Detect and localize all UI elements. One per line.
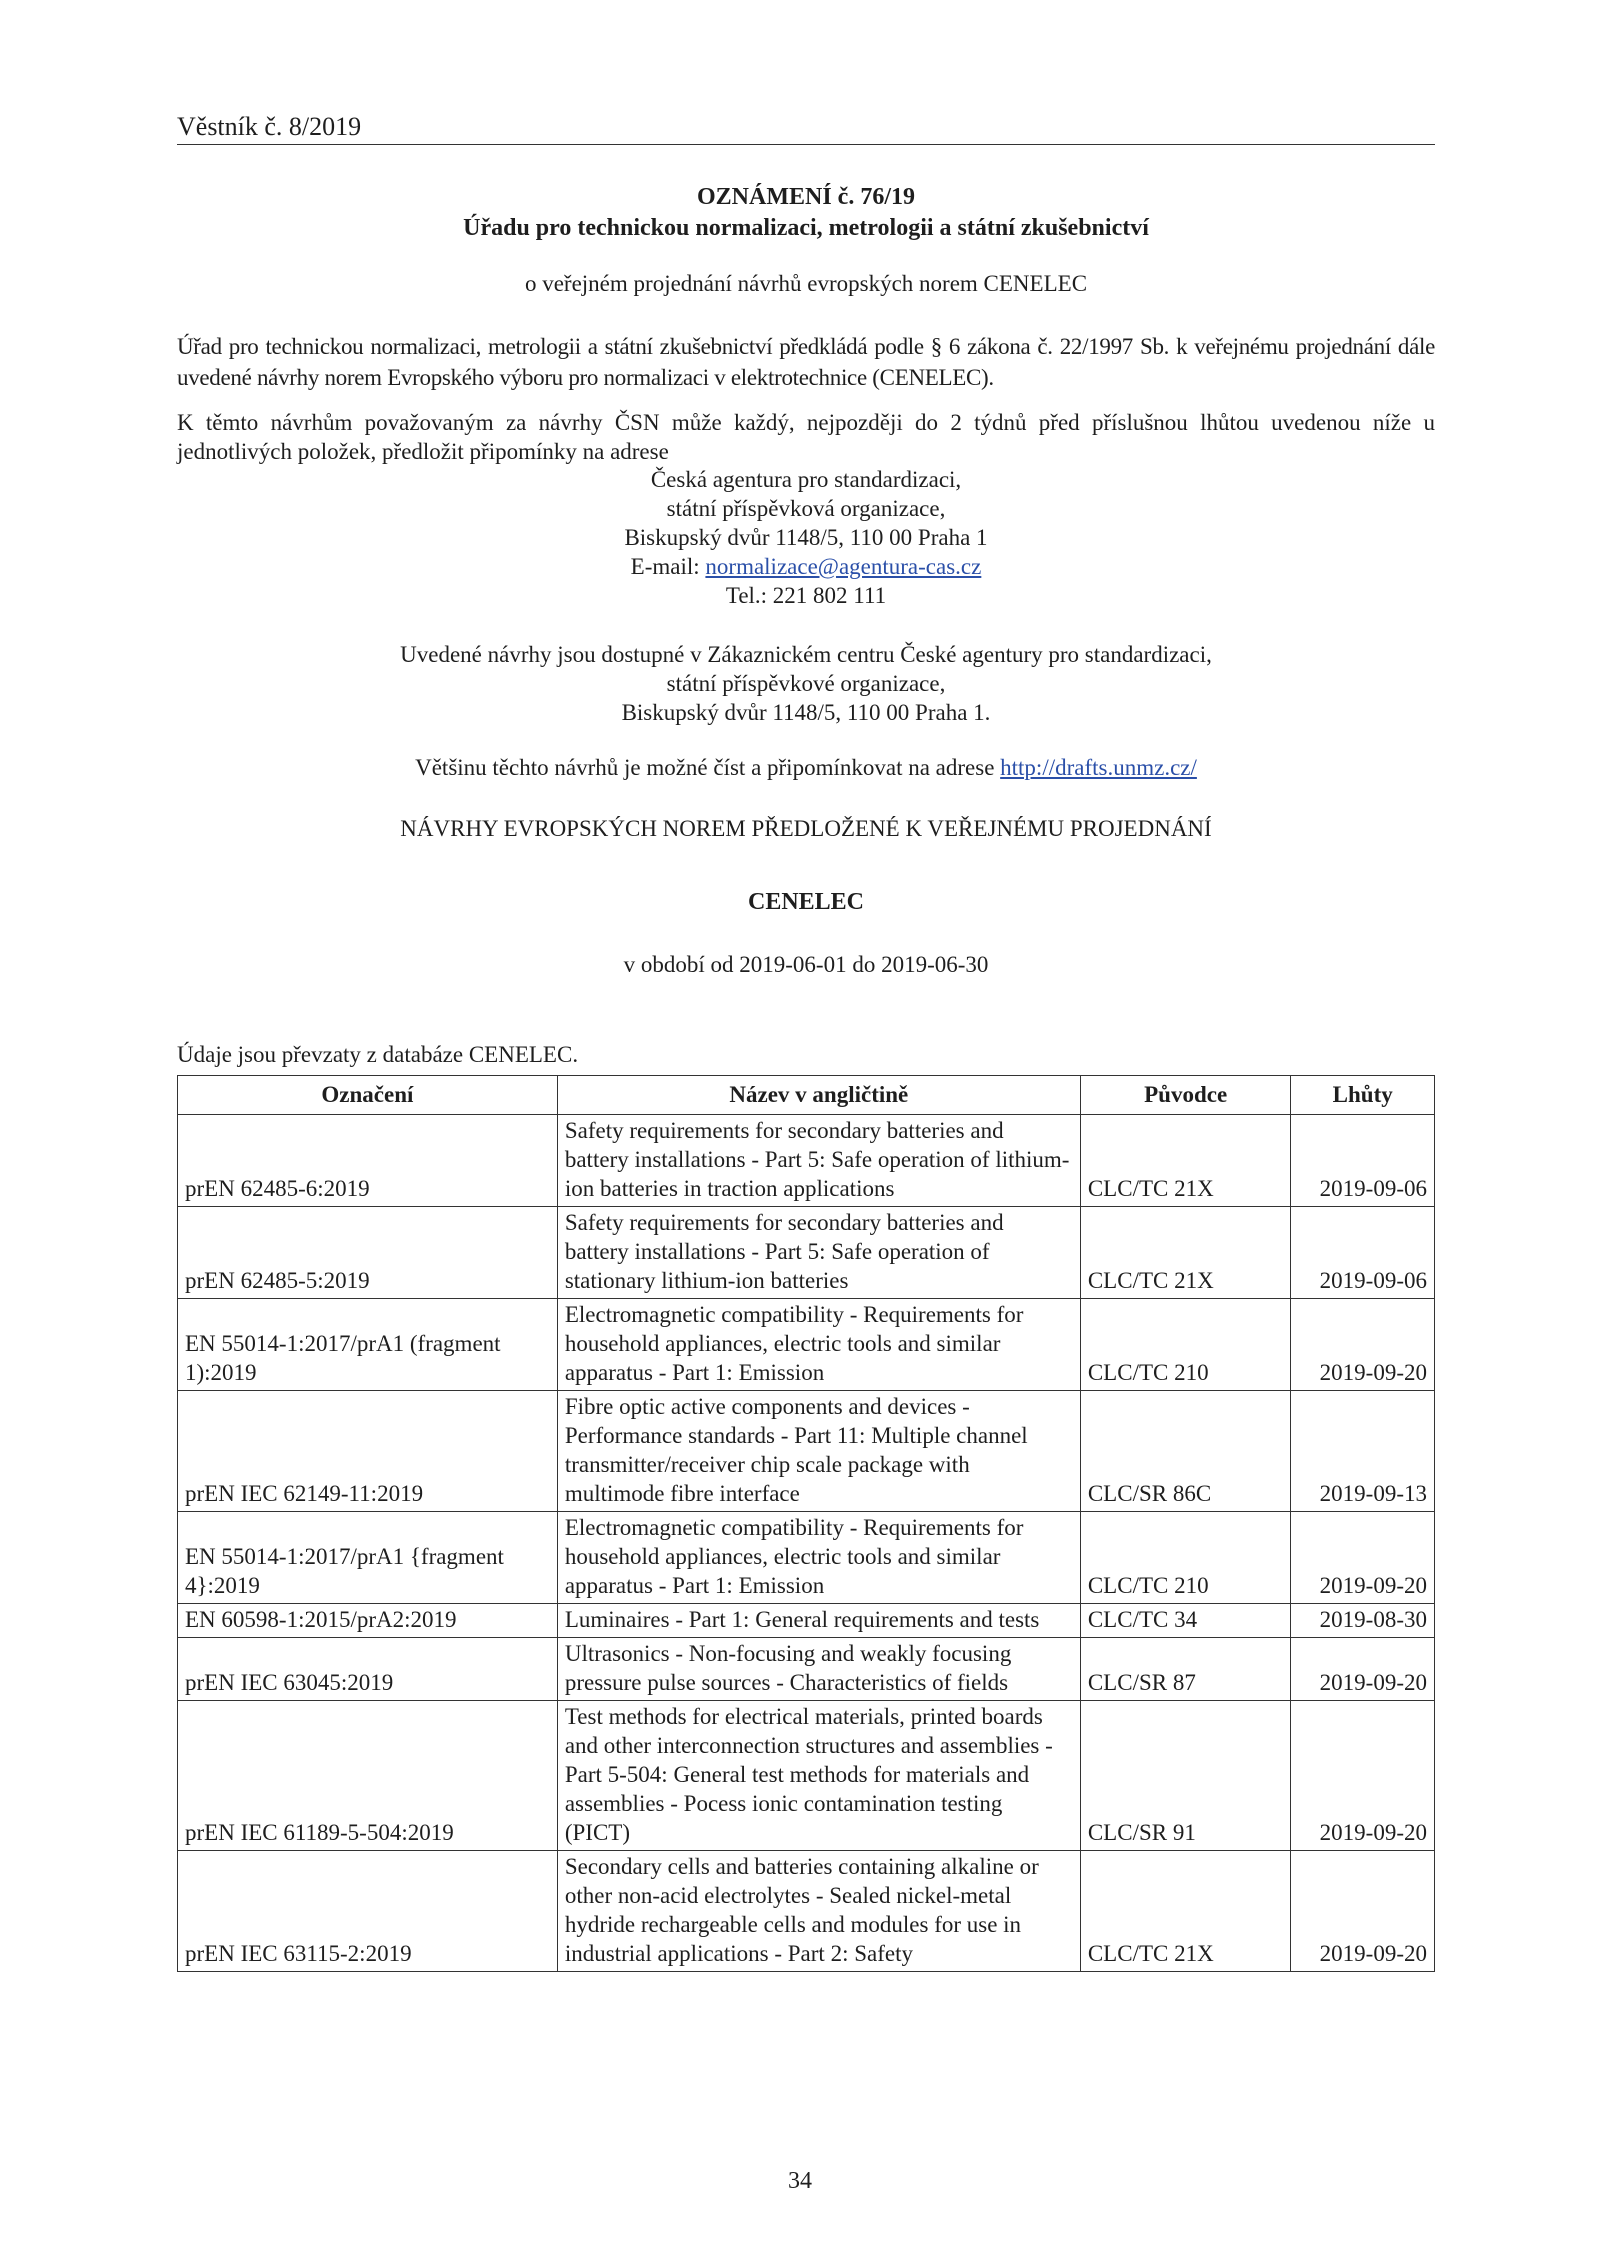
email-label: E-mail: <box>630 554 706 579</box>
section-heading: NÁVRHY EVROPSKÝCH NOREM PŘEDLOŽENÉ K VEŘEJNÉMU PROJEDNÁNÍ <box>400 816 1212 841</box>
availability-line: Biskupský dvůr 1148/5, 110 00 Praha 1. <box>621 700 991 725</box>
cell-name: Fibre optic active components and devices - Performance standards - Part 11: Multiple channel transmitter/receiver chip scale package with multimode fibre interface <box>557 1391 1080 1512</box>
cell-origin: CLC/TC 21X <box>1080 1851 1291 1972</box>
table-row <box>178 1512 1435 1604</box>
table-row <box>178 1207 1435 1299</box>
cell-name: Luminaires - Part 1: General requirements and tests <box>557 1604 1080 1638</box>
email-line <box>177 552 1435 581</box>
section-org: CENELEC <box>747 889 865 915</box>
cell-deadline: 2019-09-06 <box>1291 1115 1435 1207</box>
table-row <box>178 1638 1435 1701</box>
cell-deadline: 2019-08-30 <box>1291 1604 1435 1638</box>
cell-name: Test methods for electrical materials, printed boards and other interconnection structures and assemblies - Part 5-504: General test methods for materials and assemblies - Pocess ionic contamination testing (PICT) <box>557 1701 1080 1851</box>
cell-origin: CLC/TC 210 <box>1080 1512 1291 1604</box>
cell-id: EN 55014-1:2017/prA1 {fragment 4}:2019 <box>178 1512 558 1604</box>
column-header-name: Název v angličtině <box>557 1076 1080 1115</box>
phone-line: Tel.: 221 802 111 <box>725 583 887 608</box>
cell-id: prEN IEC 62149-11:2019 <box>178 1391 558 1512</box>
table-row <box>178 1391 1435 1512</box>
cell-name: Electromagnetic compatibility - Requirements for household appliances, electric tools and similar apparatus - Part 1: Emission <box>557 1299 1080 1391</box>
drafts-link[interactable]: http://drafts.unmz.cz/ <box>1000 755 1197 780</box>
cell-origin: CLC/SR 86C <box>1080 1391 1291 1512</box>
drafts-text: Většinu těchto návrhů je možné číst a připomínkovat na adrese <box>415 755 1001 780</box>
section-period: v období od 2019-06-01 do 2019-06-30 <box>623 952 989 977</box>
page-number: 34 <box>788 2168 812 2194</box>
cell-name: Safety requirements for secondary batteries and battery installations - Part 5: Safe operation of lithium-ion batteries in traction applications <box>557 1115 1080 1207</box>
address-block <box>177 465 1435 610</box>
cell-origin: CLC/TC 21X <box>1080 1115 1291 1207</box>
column-header-id: Označení <box>178 1076 558 1115</box>
address-line: státní příspěvková organizace, <box>666 496 946 521</box>
cell-origin: CLC/TC 21X <box>1080 1207 1291 1299</box>
cell-id: EN 60598-1:2015/prA2:2019 <box>178 1604 558 1638</box>
cell-deadline: 2019-09-20 <box>1291 1299 1435 1391</box>
announcement-title: OZNÁMENÍ č. 76/19 <box>697 184 915 210</box>
cell-deadline: 2019-09-20 <box>1291 1701 1435 1851</box>
cell-name: Safety requirements for secondary batteries and battery installations - Part 5: Safe operation of stationary lithium-ion batteries <box>557 1207 1080 1299</box>
availability-line: Uvedené návrhy jsou dostupné v Zákaznickém centru České agentury pro standardizaci, <box>400 642 1212 667</box>
cell-origin: CLC/TC 210 <box>1080 1299 1291 1391</box>
table-header-row <box>178 1076 1435 1115</box>
table-row <box>178 1115 1435 1207</box>
cell-deadline: 2019-09-20 <box>1291 1638 1435 1701</box>
drafts-line <box>177 755 1435 781</box>
cell-name: Ultrasonics - Non-focusing and weakly focusing pressure pulse sources - Characteristics of fields <box>557 1638 1080 1701</box>
availability-block <box>177 640 1435 727</box>
table-row <box>178 1851 1435 1972</box>
cell-origin: CLC/TC 34 <box>1080 1604 1291 1638</box>
cell-origin: CLC/SR 87 <box>1080 1638 1291 1701</box>
cell-id: prEN 62485-5:2019 <box>178 1207 558 1299</box>
cell-deadline: 2019-09-20 <box>1291 1851 1435 1972</box>
announcement-title-block <box>177 182 1435 244</box>
announcement-subtitle: o veřejném projednání návrhů evropských norem CENELEC <box>524 271 1088 296</box>
address-line: Biskupský dvůr 1148/5, 110 00 Praha 1 <box>624 525 988 550</box>
cell-id: prEN IEC 63045:2019 <box>178 1638 558 1701</box>
email-link[interactable]: normalizace@agentura-cas.cz <box>705 554 982 579</box>
table-row <box>178 1604 1435 1638</box>
cell-deadline: 2019-09-13 <box>1291 1391 1435 1512</box>
comments-paragraph: K těmto návrhům považovaným za návrhy ČSN může každý, nejpozději do 2 týdnů před příslušnou lhůtou uvedenou níže u jednotlivých položek, předložit připomínky na adrese <box>177 410 1435 464</box>
cell-name: Electromagnetic compatibility - Requirements for household appliances, electric tools and similar apparatus - Part 1: Emission <box>557 1512 1080 1604</box>
intro-paragraph: Úřad pro technickou normalizaci, metrologii a státní zkušebnictví předkládá podle § 6 zákona č. 22/1997 Sb. k veřejnému projednání dále uvedené návrhy norem Evropského výboru pro normalizaci v elektrotechnice (CENELEC). <box>177 334 1435 390</box>
cell-id: EN 55014-1:2017/prA1 (fragment 1):2019 <box>178 1299 558 1391</box>
column-header-origin: Původce <box>1080 1076 1291 1115</box>
standards-table <box>177 1075 1435 1972</box>
cell-deadline: 2019-09-06 <box>1291 1207 1435 1299</box>
table-row <box>178 1299 1435 1391</box>
source-note: Údaje jsou převzaty z databáze CENELEC. <box>177 1042 579 1067</box>
cell-origin: CLC/SR 91 <box>1080 1701 1291 1851</box>
cell-id: prEN IEC 61189-5-504:2019 <box>178 1701 558 1851</box>
column-header-deadline: Lhůty <box>1291 1076 1435 1115</box>
cell-name: Secondary cells and batteries containing alkaline or other non-acid electrolytes - Sealed nickel-metal hydride rechargeable cells and modules for use in industrial applications - Part 2: Safety <box>557 1851 1080 1972</box>
page-header: Věstník č. 8/2019 <box>177 112 1435 145</box>
announcement-issuer: Úřadu pro technickou normalizaci, metrologii a státní zkušebnictví <box>463 215 1149 241</box>
table-row <box>178 1701 1435 1851</box>
cell-id: prEN 62485-6:2019 <box>178 1115 558 1207</box>
cell-id: prEN IEC 63115-2:2019 <box>178 1851 558 1972</box>
address-line: Česká agentura pro standardizaci, <box>650 467 962 492</box>
availability-line: státní příspěvkové organizace, <box>666 671 946 696</box>
cell-deadline: 2019-09-20 <box>1291 1512 1435 1604</box>
